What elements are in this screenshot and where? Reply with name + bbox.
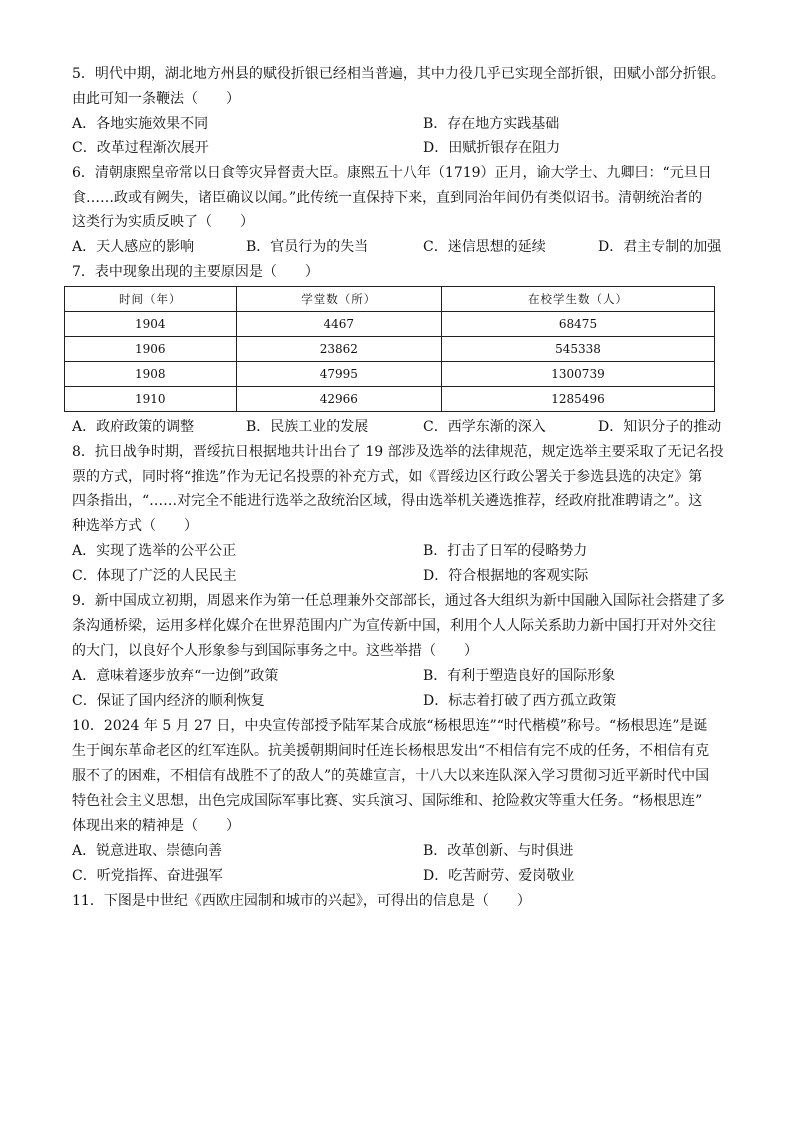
q8-stem-line3: 四条指出，“……对完全不能进行选举之敌统治区域，得由选举机关遴选推荐，经政府批准聘请之”。这 — [72, 493, 703, 509]
table-row — [65, 362, 715, 387]
q5-option-d: D．田赋折银存在阻力 — [423, 140, 561, 156]
q10-stem-line3: 服不了的困难，不相信有战胜不了的敌人”的英雄宣言，十八大以来连队深入学习贯彻习近平新时代中国 — [72, 768, 710, 784]
q5-stem-line2: 由此可知一条鞭法（ ） — [72, 91, 240, 107]
table-cell: 1285496 — [442, 387, 715, 412]
table-cell: 1910 — [65, 387, 237, 412]
q6-option-d: D．君主专制的加强 — [598, 239, 722, 255]
q9-option-a: A．意味着逐步放弃“一边倒”政策 — [72, 668, 279, 684]
table-cell: 23862 — [236, 337, 441, 362]
q10-stem-line2: 生于闽东革命老区的红军连队。抗美援朝期间时任连长杨根思发出“不相信有完不成的任务，不相信有克 — [72, 743, 710, 759]
q10-option-b: B．改革创新、与时俱进 — [423, 843, 574, 859]
table-row — [65, 337, 715, 362]
table-header-cell: 在校学生数（人） — [442, 287, 715, 312]
q7-stem: 7．表中现象出现的主要原因是（ ） — [72, 264, 319, 280]
q6-option-b: B．官员行为的失当 — [246, 239, 369, 255]
q9-stem-line2: 条沟通桥梁，运用多样化媒介在世界范围内广为宣传新中国，利用个人人际关系助力新中国打开对外交往 — [72, 618, 716, 634]
q7-option-a: A．政府政策的调整 — [72, 419, 195, 435]
table-cell: 4467 — [236, 312, 441, 337]
q8-stem-line1: 8．抗日战争时期，晋绥抗日根据地共计出台了 19 部涉及选举的法律规范，规定选举主要采取了无记名投 — [72, 444, 724, 460]
table-header-cell: 学堂数（所） — [236, 287, 441, 312]
table-header-cell: 时间（年） — [65, 287, 237, 312]
q7-option-c: C．西学东渐的深入 — [423, 419, 546, 435]
q6-option-a: A．天人感应的影响 — [72, 239, 195, 255]
q10-stem-line4: 特色社会主义思想，出色完成国际军事比赛、实兵演习、国际维和、抢险救灾等重大任务。“杨根思连” — [72, 793, 703, 809]
q8-stem-line4: 种选举方式（ ） — [72, 518, 198, 534]
q6-stem-line1: 6．清朝康熙皇帝常以日食等灾异督责大臣。康熙五十八年（1719）正月，谕大学士、九卿曰：“元旦日 — [72, 165, 712, 181]
q8-option-b: B．打击了日军的侵略势力 — [423, 543, 588, 559]
table-cell: 1908 — [65, 362, 237, 387]
q5-option-a: A．各地实施效果不同 — [72, 116, 209, 132]
table-header-row — [65, 287, 715, 312]
q7-data-table — [64, 286, 715, 412]
q9-stem-line1: 9．新中国成立初期，周恩来作为第一任总理兼外交部部长，通过各大组织为新中国融入国际社会搭建了多 — [72, 593, 725, 609]
q10-option-a: A．锐意进取、崇德向善 — [72, 843, 223, 859]
q10-stem-line5: 体现出来的精神是（ ） — [72, 818, 240, 834]
q8-option-d: D．符合根据地的客观实际 — [423, 568, 589, 584]
q11-stem: 11．下图是中世纪《西欧庄园制和城市的兴起》，可得出的信息是（ ） — [72, 893, 531, 909]
q10-stem-line1: 10．2024 年 5 月 27 日，中央宣传部授予陆军某合成旅“杨根思连”“时代楷模”称号。“杨根思连”是诞 — [72, 718, 708, 734]
q9-option-c: C．保证了国内经济的顺利恢复 — [72, 693, 265, 709]
table-row — [65, 387, 715, 412]
table-cell: 42966 — [236, 387, 441, 412]
q8-stem-line2: 票的方式，同时将“推选”作为无记名投票的补充方式，如《晋绥边区行政公署关于参选县选的决定》第 — [72, 469, 703, 485]
q10-option-c: C．听党指挥、奋进强军 — [72, 868, 223, 884]
q6-stem-line2: 食……政或有阙失，诸臣确议以闻。”此传统一直保持下来，直到同治年间仍有类似诏书。清朝统治者的 — [72, 190, 703, 206]
q5-option-b: B．存在地方实践基础 — [423, 116, 560, 132]
table-cell: 1300739 — [442, 362, 715, 387]
table-cell: 1906 — [65, 337, 237, 362]
q8-option-c: C．体现了广泛的人民民主 — [72, 568, 237, 584]
q7-option-b: B．民族工业的发展 — [246, 419, 369, 435]
q5-option-c: C．改革过程渐次展开 — [72, 140, 209, 156]
q5-stem-line1: 5．明代中期，湖北地方州县的赋役折银已经相当普遍，其中力役几乎已实现全部折银，田赋小部分折银。 — [72, 66, 725, 82]
q6-stem-line3: 这类行为实质反映了（ ） — [72, 214, 254, 230]
table-row — [65, 312, 715, 337]
table-cell: 545338 — [442, 337, 715, 362]
q8-option-a: A．实现了选举的公平公正 — [72, 543, 237, 559]
q9-option-d: D．标志着打破了西方孤立政策 — [423, 693, 617, 709]
q9-option-b: B．有利于塑造良好的国际形象 — [423, 668, 616, 684]
table-cell: 47995 — [236, 362, 441, 387]
q6-option-c: C．迷信思想的延续 — [423, 239, 546, 255]
table-cell: 1904 — [65, 312, 237, 337]
table-cell: 68475 — [442, 312, 715, 337]
q7-option-d: D．知识分子的推动 — [598, 419, 722, 435]
q10-option-d: D．吃苦耐劳、爱岗敬业 — [423, 868, 575, 884]
q9-stem-line3: 的大门，以良好个人形象参与到国际事务之中。这些举措（ ） — [72, 643, 478, 659]
